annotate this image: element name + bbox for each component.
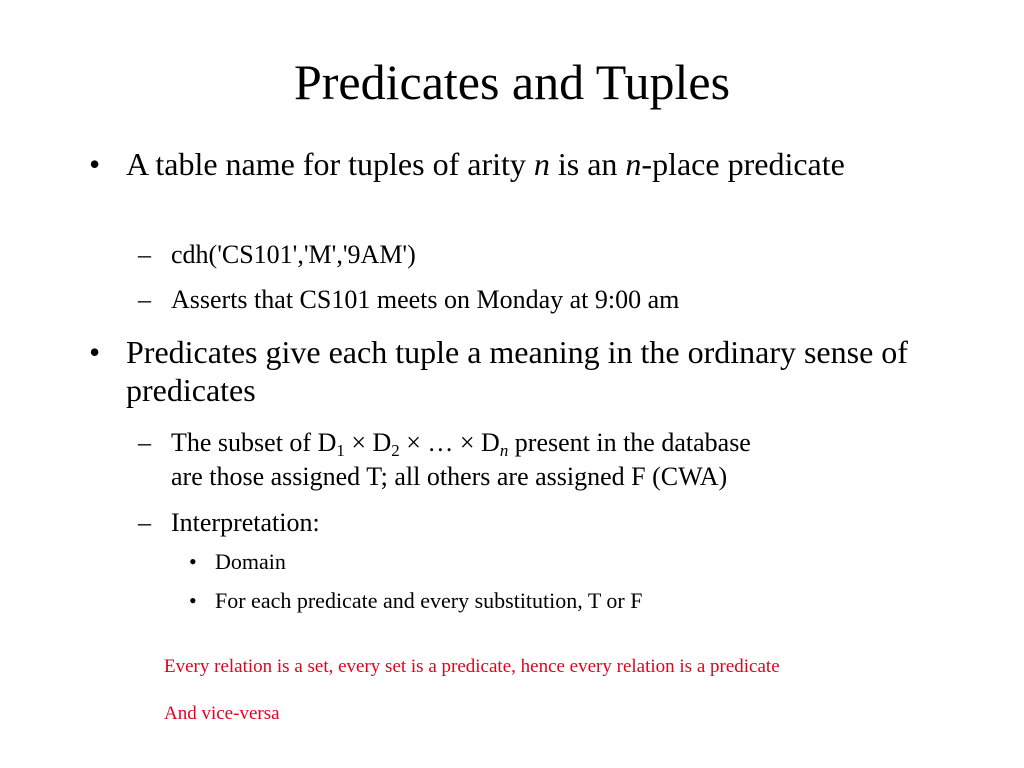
- sub-bullet-text: Interpretation:: [171, 508, 320, 537]
- text-segment: is an: [549, 146, 626, 182]
- sub-bullet-text: cdh('CS101','M','9AM'): [171, 240, 416, 269]
- subscript: 2: [391, 441, 400, 460]
- slide-title: Predicates and Tuples: [293, 54, 731, 110]
- dash-marker: –: [138, 240, 151, 269]
- note-vice-versa: And vice-versa: [164, 703, 280, 724]
- item-text: For each predicate and every substitution, T or F: [215, 588, 643, 613]
- text-segment: -place predicate: [641, 146, 845, 182]
- bullet-marker: •: [89, 146, 101, 182]
- italic-n: n: [533, 146, 550, 182]
- bullet-text: [126, 145, 976, 183]
- text-segment: × D: [344, 428, 392, 457]
- bullet-text: Predicates give each tuple a meaning in the ordinary sense of predicates: [126, 334, 908, 408]
- italic-n: n: [625, 146, 642, 182]
- bullet-marker: •: [189, 588, 197, 613]
- text-segment: A table name for tuples of arity: [126, 146, 534, 182]
- dash-marker: –: [138, 508, 151, 537]
- bullet-marker: •: [89, 334, 101, 370]
- text-segment: The subset of D: [171, 428, 337, 457]
- sub-bullet-text: Asserts that CS101 meets on Monday at 9:00 am: [171, 285, 680, 314]
- text-segment: × … × D: [399, 428, 500, 457]
- sub-bullet-text: [171, 426, 971, 494]
- dash-marker: –: [138, 285, 151, 314]
- note-relation-predicate: Every relation is a set, every set is a predicate, hence every relation is a predicate: [164, 656, 780, 677]
- text-segment: present in the database: [508, 428, 751, 457]
- subscript: 1: [336, 441, 345, 460]
- bullet-marker: •: [189, 549, 197, 574]
- dash-marker: –: [138, 428, 151, 457]
- subset-line-1: [171, 426, 971, 460]
- subset-line-2: are those assigned T; all others are assigned F (CWA): [171, 462, 728, 491]
- subscript-italic: n: [499, 441, 509, 460]
- item-text: Domain: [215, 549, 286, 574]
